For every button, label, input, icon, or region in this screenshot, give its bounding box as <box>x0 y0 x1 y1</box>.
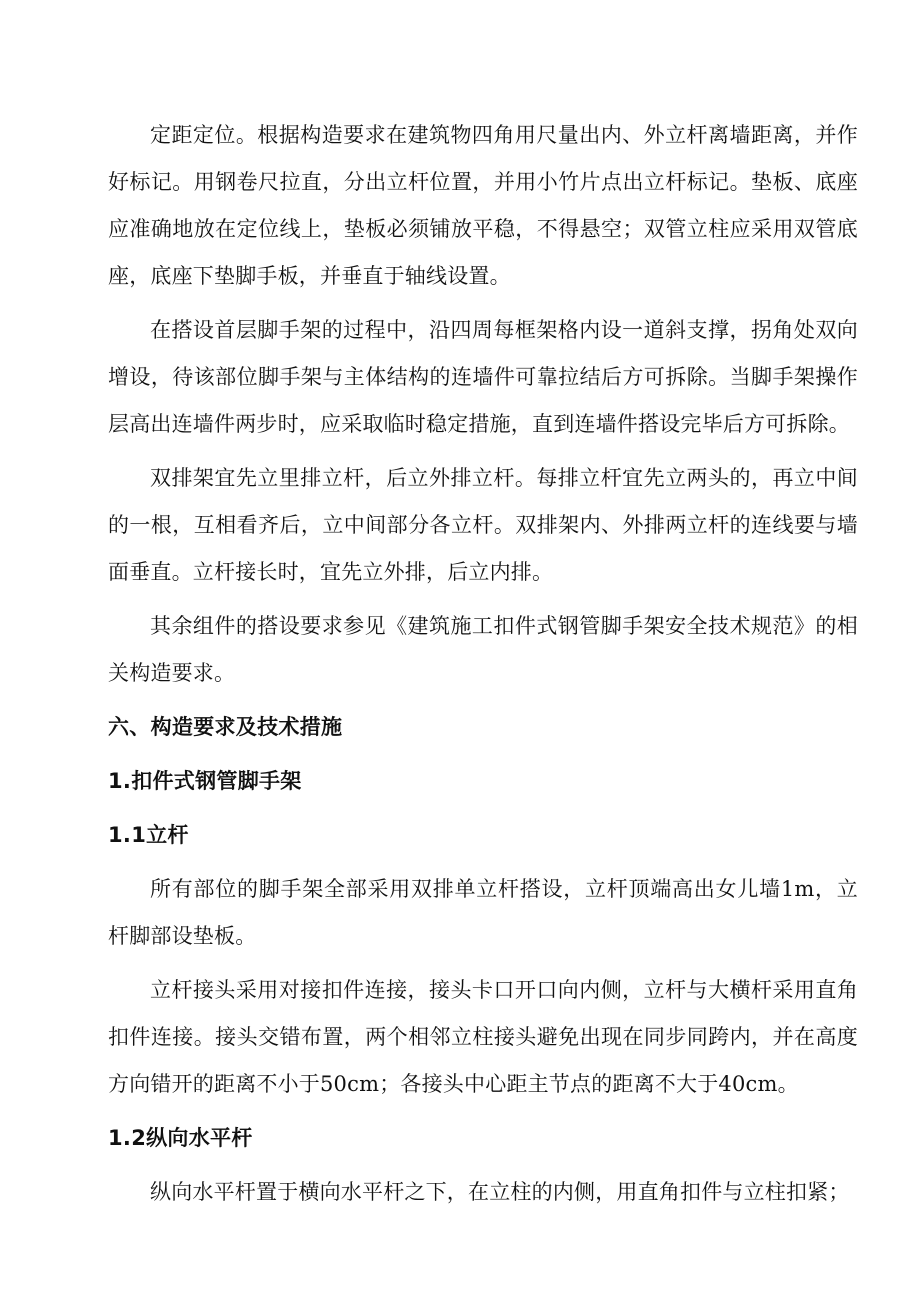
paragraph-other-components: 其余组件的搭设要求参见《建筑施工扣件式钢管脚手架安全技术规范》的相关构造要求。 <box>108 614 858 685</box>
paragraph-positioning: 定距定位。根据构造要求在建筑物四角用尺量出内、外立杆离墙距离，并作好标记。用钢卷尺拉直，分出立杆位置，并用小竹片点出立杆标记。垫板、底座应准确地放在定位线上，垫板必须铺放平稳，不得悬空；双管立柱应采用双管底座，底座下垫脚手板，并垂直于轴线设置。 <box>108 123 858 288</box>
paragraph-horizontal-bars: 纵向水平杆置于横向水平杆之下，在立柱的内侧，用直角扣件与立柱扣紧； <box>150 1180 850 1204</box>
document-body <box>108 112 858 1223</box>
subsection-heading-uprights: 1.1立杆 <box>108 823 189 847</box>
paragraph-double-row: 双排架宜先立里排立杆，后立外排立杆。每排立杆宜先立两头的，再立中间的一根，互相看齐后，立中间部分各立杆。双排架内、外排两立杆的连线要与墙面垂直。立杆接长时，宜先立外排，后立内排。 <box>108 466 858 584</box>
paragraph-uprights-joints: 立杆接头采用对接扣件连接，接头卡口开口向内侧，立杆与大横杆采用直角扣件连接。接头交错布置，两个相邻立柱接头避免出现在同步同跨内，并在高度方向错开的距离不小于50cm；各接头中心距主节点的距离不大于40cm。 <box>108 978 858 1096</box>
subsection-heading-horizontal-bars: 1.2纵向水平杆 <box>108 1126 253 1150</box>
subsection-heading: 1.扣件式钢管脚手架 <box>108 769 302 793</box>
section-heading: 六、构造要求及技术措施 <box>108 715 343 739</box>
paragraph-first-floor: 在搭设首层脚手架的过程中，沿四周每框架格内设一道斜支撑，拐角处双向增设，待该部位脚手架与主体结构的连墙件可靠拉结后方可拆除。当脚手架操作层高出连墙件两步时，应采取临时稳定措施，直到连墙件搭设完毕后方可拆除。 <box>108 318 858 436</box>
paragraph-uprights-layout: 所有部位的脚手架全部采用双排单立杆搭设，立杆顶端高出女儿墙1m，立杆脚部设垫板。 <box>108 877 858 948</box>
